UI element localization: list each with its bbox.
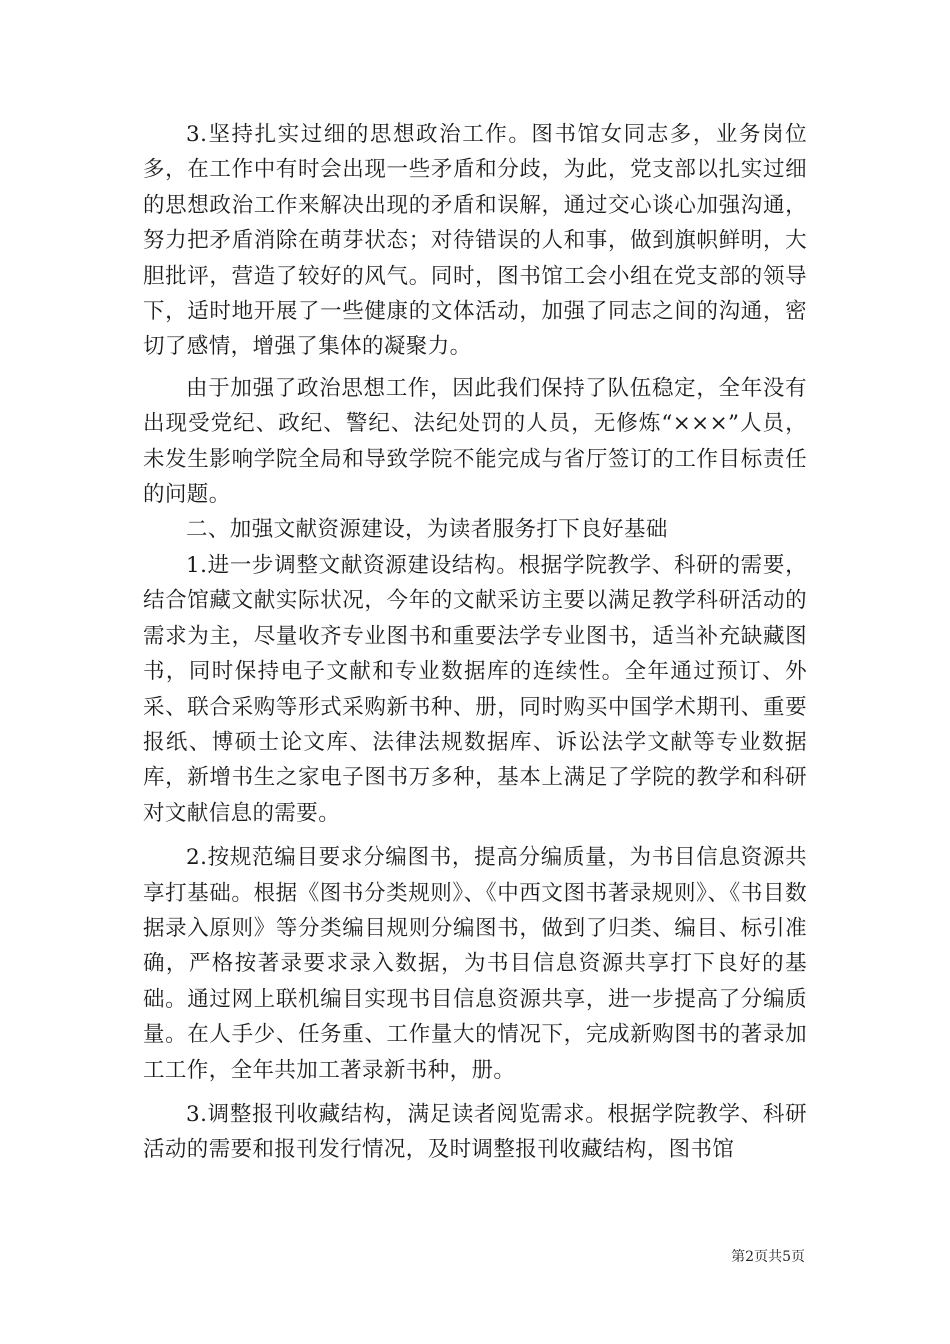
- page-number: 第2页共5页: [731, 1249, 805, 1265]
- paragraph-periodicals: 3.调整报刊收藏结构，满足读者阅览需求。根据学院教学、科研活动的需要和报刊发行情况，及时调整报刊收藏结构，图书馆: [143, 1101, 807, 1163]
- document-body: [143, 117, 807, 1168]
- section-heading-literature-resources: 二、加强文献资源建设，为读者服务打下良好基础: [186, 517, 668, 543]
- paragraph-ideological-work: 3.坚持扎实过细的思想政治工作。图书馆女同志多，业务岗位多，在工作中有时会出现一些矛盾和分歧，为此，党支部以扎实过细的思想政治工作来解决出现的矛盾和误解，通过交心谈心加强沟通，努力把矛盾消除在萌芽状态；对待错误的人和事，做到旗帜鲜明，大胆批评，营造了较好的风气。同时，图书馆工会小组在党支部的领导下，适时地开展了一些健康的文体活动，加强了同志之间的沟通，密切了感情，增强了集体的凝聚力。: [143, 122, 807, 360]
- paragraph-cataloging: 2.按规范编目要求分编图书，提高分编质量，为书目信息资源共享打基础。根据《图书分类规则》、《中西文图书著录规则》、《书目数据录入原则》等分类编目规则分编图书，做到了归类、编目、标引准确，严格按著录要求录入数据，为书目信息资源共享打下良好的基础。通过网上联机编目实现书目信息资源共享，进一步提高了分编质量。在人手少、任务重、工作量大的情况下，完成新购图书的著录加工工作，全年共加工著录新书种，册。: [143, 845, 807, 1083]
- paragraph-resource-structure: 1.进一步调整文献资源建设结构。根据学院教学、科研的需要，结合馆藏文献实际状况，今年的文献采访主要以满足教学科研活动的需求为主，尽量收齐专业图书和重要法学专业图书，适当补充缺藏图书，同时保持电子文献和专业数据库的连续性。全年通过预订、外采、联合采购等形式采购新书种、册，同时购买中国学术期刊、重要报纸、博硕士论文库、法律法规数据库、诉讼法学文献等专业数据库，新增书生之家电子图书万多种，基本上满足了学院的教学和科研对文献信息的需要。: [143, 552, 807, 826]
- paragraph-team-stability: 由于加强了政治思想工作，因此我们保持了队伍稳定，全年没有出现受党纪、政纪、警纪、法纪处罚的人员，无修炼“×××”人员，未发生影响学院全局和导致学院不能完成与省厅签订的工作目标责任的问题。: [143, 375, 807, 508]
